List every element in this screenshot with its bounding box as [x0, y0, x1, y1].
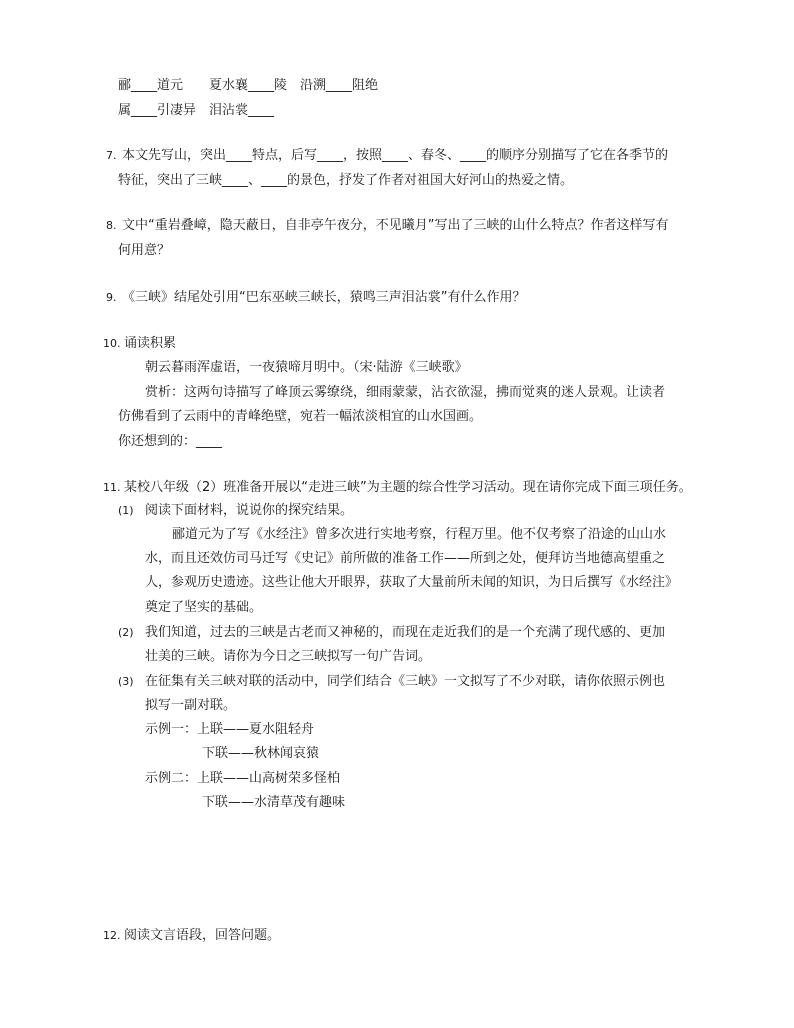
q11-example2-lower: 下联——水清草茂有趣味 — [202, 795, 346, 810]
q8-line2: 何用意？ — [118, 243, 171, 258]
q11-example1-lower: 下联——秋林闻哀猿 — [202, 746, 320, 761]
q11-part2-number: (2) — [118, 626, 134, 639]
q11-number: 11. — [103, 481, 121, 494]
q11-part1-number: (1) — [118, 504, 134, 517]
q11-part2-line1: 我们知道，过去的三峡是古老而又神秘的，而现在走近我们的是一个充满了现代感的、更加 — [145, 625, 666, 640]
q10-number: 10. — [103, 337, 121, 350]
q11-part2-line2: 壮美的三峡。请你为今日之三峡拟写一句广告词。 — [145, 649, 432, 664]
q10-appreciation-line1: 赏析：这两句诗描写了峰顶云雾缭绕，细雨蒙蒙，沾衣欲湿，拂而觉爽的迷人景观。让读者 — [145, 385, 666, 400]
q11-part3-line1: 在征集有关三峡对联的活动中，同学们结合《三峡》一文拟写了不少对联，请你依照示例也 — [145, 674, 666, 689]
q7-line1: 本文先写山，突出____特点，后写____，按照____、春冬、____的顺序分别描写了它在各季节的 — [122, 148, 669, 163]
q11-part1-line3: 水，而且还效仿司马迁写《史记》前所做的准备工作——所到之处，便拜访当地德高望重之 — [145, 551, 666, 566]
q10-poem: 朝云暮雨浑虚语，一夜猿啼月明中。（宋·陆游《三峡歌》 — [145, 360, 468, 375]
q10-title: 诵读积累 — [124, 336, 177, 351]
q7-number: 7. — [106, 149, 117, 162]
q6-line1: 郦____道元 夏水襄____陵 沿溯____阻绝 — [118, 78, 379, 93]
q9-line1: 《三峡》结尾处引用“巴东巫峡三峡长，猿鸣三声泪沾裳”有什么作用？ — [122, 290, 526, 305]
q6-line2: 属____引凄异 泪沾裳____ — [118, 103, 275, 118]
q11-part1-line2: 郦道元为了写《水经注》曾多次进行实地考察，行程万里。他不仅考察了沿途的山山水 — [172, 527, 667, 542]
q11-intro: 某校八年级（2）班准备开展以“走进三峡”为主题的综合性学习活动。现在请你完成下面三项任务。 — [124, 480, 692, 495]
q11-part3-line2: 拟写一副对联。 — [145, 698, 237, 713]
q11-part1-line1: 阅读下面材料，说说你的探究结果。 — [145, 503, 354, 518]
q11-example2-upper: 示例二：上联——山高树荣多怪柏 — [145, 771, 341, 786]
q11-part1-line4: 人，参观历史遗迹。这些让他大开眼界，获取了大量前所未闻的知识，为日后撰写《水经注》 — [145, 575, 679, 590]
q10-appreciation-line2: 仿佛看到了云雨中的青峰绝壁，宛若一幅浓淡相宜的山水国画。 — [118, 409, 483, 424]
q11-part1-line5: 奠定了坚实的基础。 — [145, 600, 263, 615]
q12-line1: 阅读文言语段，回答问题。 — [124, 928, 281, 943]
q8-line1: 文中“重岩叠嶂，隐天蔽日，自非亭午夜分，不见曦月”写出了三峡的山什么特点？作者这样写有 — [122, 218, 669, 233]
q11-part3-number: (3) — [118, 675, 134, 688]
q8-number: 8. — [106, 219, 117, 232]
q7-line2: 特征，突出了三峡____、____的景色，抒发了作者对祖国大好河山的热爱之情。 — [118, 173, 574, 188]
q9-number: 9. — [106, 291, 117, 304]
q12-number: 12. — [103, 929, 121, 942]
q11-example1-upper: 示例一：上联——夏水阻轻舟 — [145, 722, 315, 737]
q10-prompt: 你还想到的：____ — [118, 434, 223, 449]
